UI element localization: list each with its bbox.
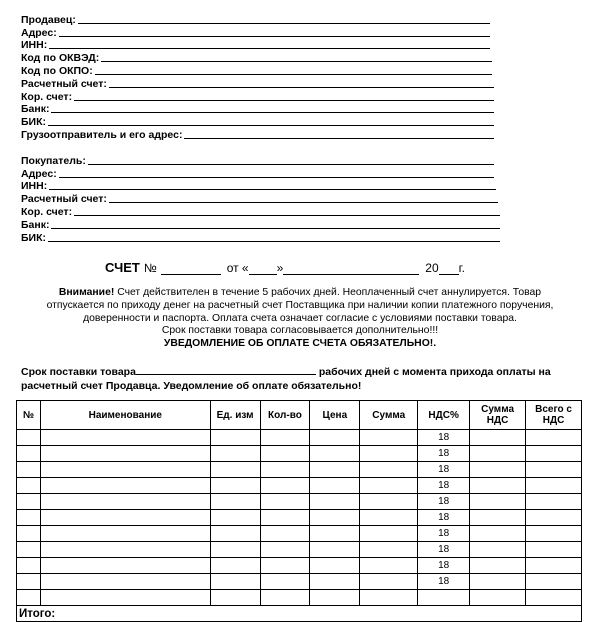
- table-row: [17, 446, 582, 462]
- column-header: №: [17, 401, 41, 430]
- invoice-title-row: [105, 260, 495, 275]
- seller-field-label: Кор. счет:: [21, 90, 73, 103]
- invoice-year-prefix: 20: [425, 261, 439, 275]
- table-cell[interactable]: [17, 558, 41, 574]
- table-cell[interactable]: [310, 542, 360, 558]
- buyer-field-row: [21, 167, 494, 180]
- column-header: Всего с НДС: [526, 401, 582, 430]
- table-cell[interactable]: 18: [418, 558, 470, 574]
- table-cell[interactable]: [260, 494, 310, 510]
- table-cell[interactable]: [40, 526, 210, 542]
- buyer-field-row: [21, 180, 496, 193]
- buyer-field-row: [21, 205, 500, 218]
- notice-line-4: Срок поставки товара согласовывается дополнительно!!!: [161, 325, 439, 337]
- table-cell[interactable]: [360, 446, 418, 462]
- table-cell[interactable]: [260, 590, 310, 606]
- table-cell[interactable]: 18: [418, 510, 470, 526]
- seller-field-input-line[interactable]: [48, 125, 494, 126]
- buyer-field-input-line[interactable]: [88, 164, 494, 165]
- invoice-quote-close: »: [276, 261, 284, 275]
- table-cell[interactable]: [360, 558, 418, 574]
- seller-field-row: [21, 128, 494, 141]
- table-cell[interactable]: [310, 590, 360, 606]
- seller-field-input-line[interactable]: [51, 112, 494, 113]
- invoice-day-field[interactable]: [249, 262, 277, 275]
- table-cell[interactable]: [360, 526, 418, 542]
- table-row: [17, 462, 582, 478]
- buyer-field-input-line[interactable]: [74, 215, 500, 216]
- table-cell[interactable]: [260, 478, 310, 494]
- table-cell[interactable]: 18: [418, 446, 470, 462]
- seller-field-row: [21, 103, 494, 116]
- table-cell[interactable]: 18: [418, 574, 470, 590]
- table-cell[interactable]: [260, 462, 310, 478]
- table-cell[interactable]: [360, 494, 418, 510]
- buyer-section: [21, 154, 500, 244]
- total-label: Итого:: [17, 606, 211, 622]
- table-cell[interactable]: [360, 478, 418, 494]
- seller-field-row: [21, 77, 494, 90]
- notice-line-5: УВЕДОМЛЕНИЕ ОБ ОПЛАТЕ СЧЕТА ОБЯЗАТЕЛЬНО!.: [163, 338, 437, 350]
- table-cell[interactable]: [260, 510, 310, 526]
- table-cell[interactable]: [17, 446, 41, 462]
- table-cell[interactable]: [526, 494, 582, 510]
- table-cell[interactable]: [526, 526, 582, 542]
- table-cell[interactable]: [210, 590, 260, 606]
- table-cell[interactable]: [210, 446, 260, 462]
- delivery-terms: [21, 364, 581, 393]
- seller-field-input-line[interactable]: [78, 23, 490, 24]
- table-row: [17, 494, 582, 510]
- seller-field-label: Грузоотправитель и его адрес:: [21, 128, 183, 141]
- table-cell[interactable]: [526, 462, 582, 478]
- column-header: Кол-во: [260, 401, 310, 430]
- column-header: Цена: [310, 401, 360, 430]
- table-cell[interactable]: [470, 510, 526, 526]
- table-cell[interactable]: [40, 510, 210, 526]
- seller-field-row: [21, 39, 490, 52]
- table-cell[interactable]: [470, 542, 526, 558]
- table-cell[interactable]: [40, 446, 210, 462]
- notice-line-1: [20, 287, 580, 300]
- seller-field-label: БИК:: [21, 116, 46, 129]
- seller-field-row: [21, 26, 490, 39]
- table-row: [17, 510, 582, 526]
- table-cell[interactable]: [310, 510, 360, 526]
- table-cell[interactable]: [360, 430, 418, 446]
- delivery-part-3: расчетный счет Продавца. Уведомление об оплате обязательно!: [21, 379, 362, 392]
- table-cell[interactable]: [17, 574, 41, 590]
- table-cell[interactable]: [40, 462, 210, 478]
- invoice-month-field[interactable]: [283, 262, 419, 275]
- table-cell[interactable]: [210, 526, 260, 542]
- table-cell[interactable]: [470, 558, 526, 574]
- table-header-row: [17, 401, 582, 430]
- buyer-field-input-line[interactable]: [109, 202, 498, 203]
- table-cell[interactable]: [40, 574, 210, 590]
- table-cell[interactable]: [360, 590, 418, 606]
- table-cell[interactable]: [210, 478, 260, 494]
- goods-table: [16, 400, 582, 622]
- buyer-field-input-line[interactable]: [51, 228, 500, 229]
- column-header: НДС%: [418, 401, 470, 430]
- table-cell[interactable]: [470, 590, 526, 606]
- seller-field-label: Расчетный счет:: [21, 77, 107, 90]
- table-cell[interactable]: [260, 574, 310, 590]
- table-row: [17, 430, 582, 446]
- table-cell[interactable]: [210, 494, 260, 510]
- seller-field-input-line[interactable]: [74, 100, 494, 101]
- table-total-row: [17, 606, 582, 622]
- table-cell[interactable]: [210, 542, 260, 558]
- table-cell[interactable]: [260, 542, 310, 558]
- table-cell[interactable]: 18: [418, 494, 470, 510]
- seller-field-row: [21, 51, 492, 64]
- table-cell[interactable]: [360, 462, 418, 478]
- table-cell[interactable]: [17, 430, 41, 446]
- table-cell[interactable]: [470, 446, 526, 462]
- seller-field-input-line[interactable]: [109, 87, 494, 88]
- table-cell[interactable]: [260, 558, 310, 574]
- table-cell[interactable]: [210, 558, 260, 574]
- table-cell[interactable]: [470, 478, 526, 494]
- table-cell[interactable]: [17, 526, 41, 542]
- table-cell[interactable]: [17, 494, 41, 510]
- table-cell[interactable]: 18: [418, 526, 470, 542]
- table-cell[interactable]: [310, 462, 360, 478]
- delivery-part-1: Срок поставки товара: [21, 366, 136, 378]
- delivery-part-2: рабочих дней с момента прихода оплаты на: [315, 366, 551, 378]
- invoice-number-field[interactable]: [161, 262, 221, 275]
- buyer-field-input-line[interactable]: [48, 241, 500, 242]
- notice-line-2: отпускается по приходу денег на расчетный счет Поставщика при наличии копии платежного поручения,: [46, 299, 554, 311]
- buyer-field-input-line[interactable]: [49, 189, 496, 190]
- buyer-field-label: Адрес:: [21, 167, 57, 180]
- table-cell[interactable]: [526, 446, 582, 462]
- notice-block: [20, 287, 580, 351]
- column-header: Сумма: [360, 401, 418, 430]
- buyer-field-label: Банк:: [21, 218, 50, 231]
- column-header: Ед. изм: [210, 401, 260, 430]
- table-cell[interactable]: [470, 574, 526, 590]
- table-cell[interactable]: 18: [418, 430, 470, 446]
- table-cell[interactable]: [310, 574, 360, 590]
- table-cell[interactable]: 18: [418, 478, 470, 494]
- table-row: [17, 526, 582, 542]
- table-cell[interactable]: [526, 574, 582, 590]
- table-cell[interactable]: [360, 574, 418, 590]
- invoice-year-suffix: г.: [458, 261, 465, 275]
- seller-field-label: ИНН:: [21, 39, 48, 52]
- table-cell[interactable]: [40, 430, 210, 446]
- seller-field-input-line[interactable]: [95, 74, 492, 75]
- table-cell[interactable]: [17, 510, 41, 526]
- column-header: Сумма НДС: [470, 401, 526, 430]
- table-cell[interactable]: [470, 462, 526, 478]
- table-cell[interactable]: [17, 478, 41, 494]
- table-cell[interactable]: [210, 574, 260, 590]
- buyer-field-label: Покупатель:: [21, 154, 86, 167]
- delivery-days-field[interactable]: [136, 364, 316, 375]
- table-cell[interactable]: [526, 542, 582, 558]
- notice-line-1-text: Счет действителен в течение 5 рабочих дней. Неоплаченный счет аннулируется. Товар: [114, 287, 542, 298]
- buyer-field-row: [21, 218, 500, 231]
- table-cell[interactable]: [310, 558, 360, 574]
- invoice-title: СЧЕТ: [105, 260, 140, 275]
- seller-field-input-line[interactable]: [49, 48, 490, 49]
- table-cell[interactable]: [310, 430, 360, 446]
- seller-field-label: Код по ОКВЭД:: [21, 52, 100, 65]
- buyer-field-row: [21, 154, 494, 167]
- seller-field-row: [21, 115, 494, 128]
- buyer-field-label: Кор. счет:: [21, 205, 73, 218]
- seller-section: [21, 13, 494, 141]
- table-cell[interactable]: [40, 542, 210, 558]
- buyer-field-label: Расчетный счет:: [21, 193, 107, 206]
- invoice-from-label: от «: [226, 261, 249, 275]
- table-cell[interactable]: [526, 590, 582, 606]
- table-cell[interactable]: [526, 558, 582, 574]
- table-cell[interactable]: [310, 494, 360, 510]
- table-cell[interactable]: [260, 430, 310, 446]
- total-value-cell[interactable]: [210, 606, 581, 622]
- table-cell[interactable]: [40, 494, 210, 510]
- table-cell[interactable]: 18: [418, 542, 470, 558]
- seller-field-input-line[interactable]: [101, 61, 492, 62]
- seller-field-label: Банк:: [21, 103, 50, 116]
- table-cell[interactable]: [470, 494, 526, 510]
- table-row: [17, 542, 582, 558]
- invoice-year-field[interactable]: [439, 262, 459, 275]
- notice-line-3: доверенности и паспорта. Оплата счета означает согласие с условиями поставки товара.: [83, 312, 517, 324]
- table-cell[interactable]: [526, 478, 582, 494]
- table-cell[interactable]: [40, 590, 210, 606]
- table-cell[interactable]: [40, 558, 210, 574]
- seller-field-row: [21, 13, 490, 26]
- seller-field-row: [21, 64, 492, 77]
- table-cell[interactable]: [310, 526, 360, 542]
- table-cell[interactable]: [470, 526, 526, 542]
- table-cell[interactable]: [210, 510, 260, 526]
- table-row: [17, 558, 582, 574]
- seller-field-input-line[interactable]: [184, 138, 494, 139]
- table-cell[interactable]: [40, 478, 210, 494]
- seller-field-row: [21, 90, 494, 103]
- buyer-field-row: [21, 192, 498, 205]
- notice-attention: Внимание!: [58, 287, 115, 298]
- buyer-field-label: ИНН:: [21, 180, 48, 193]
- buyer-field-label: БИК:: [21, 231, 46, 244]
- table-cell[interactable]: [17, 590, 41, 606]
- table-cell[interactable]: [360, 510, 418, 526]
- table-cell[interactable]: [526, 430, 582, 446]
- table-cell[interactable]: [310, 478, 360, 494]
- table-cell[interactable]: [260, 446, 310, 462]
- column-header: Наименование: [40, 401, 210, 430]
- buyer-field-input-line[interactable]: [59, 177, 494, 178]
- invoice-number-sign: №: [143, 261, 157, 275]
- table-cell[interactable]: [360, 542, 418, 558]
- table-cell[interactable]: 18: [418, 462, 470, 478]
- buyer-field-row: [21, 231, 500, 244]
- table-cell[interactable]: [526, 510, 582, 526]
- table-cell[interactable]: [418, 590, 470, 606]
- seller-field-label: Продавец:: [21, 13, 76, 26]
- table-row: [17, 574, 582, 590]
- table-cell[interactable]: [17, 462, 41, 478]
- table-row: [17, 478, 582, 494]
- table-row: [17, 590, 582, 606]
- table-cell[interactable]: [470, 430, 526, 446]
- table-cell[interactable]: [210, 462, 260, 478]
- seller-field-input-line[interactable]: [59, 36, 490, 37]
- seller-field-label: Код по ОКПО:: [21, 64, 93, 77]
- table-cell[interactable]: [260, 526, 310, 542]
- table-cell[interactable]: [310, 446, 360, 462]
- table-cell[interactable]: [17, 542, 41, 558]
- table-cell[interactable]: [210, 430, 260, 446]
- seller-field-label: Адрес:: [21, 26, 57, 39]
